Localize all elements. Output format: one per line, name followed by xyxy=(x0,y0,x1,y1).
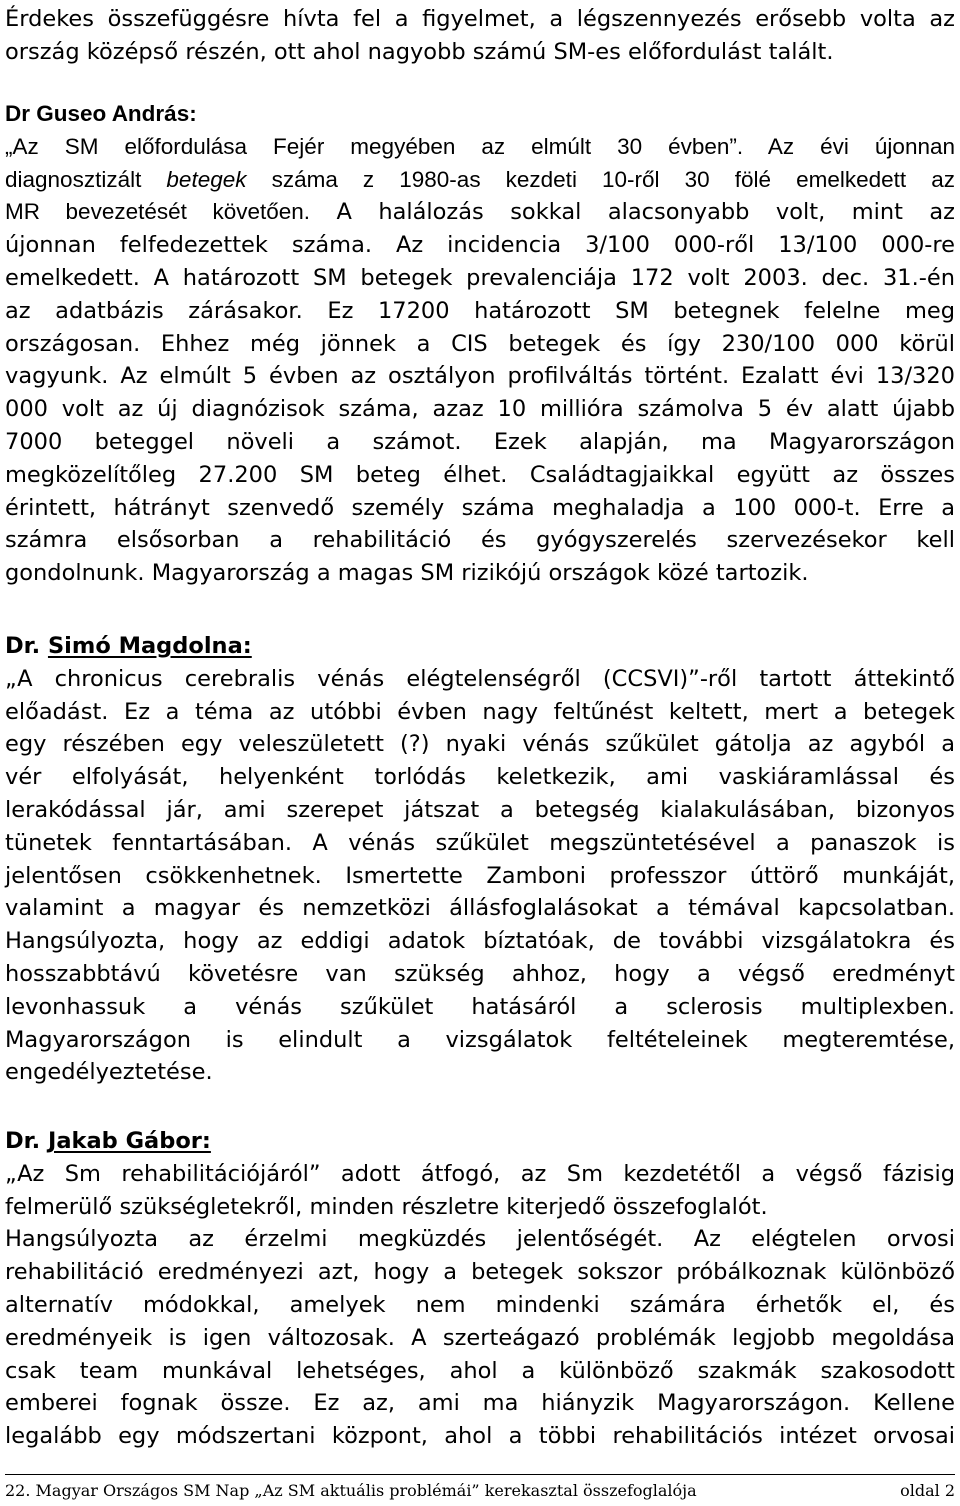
section-guseo xyxy=(5,98,955,590)
page-number: oldal 2 xyxy=(900,1481,955,1500)
text-run: előadást. xyxy=(5,698,109,725)
text-line: emberei fognak össze. Ez az, ami ma hiányzik Magyarországon. Kellene xyxy=(5,1390,955,1417)
talk-title-line: „Az SM előfordulása Fejér megyében az elmúlt 30 évben”. Az évi újonnan xyxy=(5,133,955,159)
speaker-name: Jakab Gábor: xyxy=(47,1128,211,1154)
section-jakab xyxy=(5,1125,955,1453)
text-run-italic: betegek xyxy=(166,166,247,192)
speaker-title: Dr. xyxy=(5,1128,48,1154)
text-run: Ez a téma az utóbbi évben nagy feltűnést keltett, mert a betegek xyxy=(108,698,955,725)
speaker-name: Dr Guseo András: xyxy=(5,101,197,126)
text-line: ország középső részén, ott ahol nagyobb számú SM-es előfordulást talált. xyxy=(5,38,834,65)
talk-title-line: „A chronicus cerebralis vénás elégtelenségről (CCSVI)”-ről tartott áttekintő xyxy=(5,665,955,692)
text-line: gondolnunk. Magyarország a magas SM rizikójú országok közé tartozik. xyxy=(5,560,809,587)
text-line: csak team munkával lehetséges, ahol a különböző szakmák szakosodott xyxy=(5,1357,955,1384)
text-line: országosan. Ehhez még jönnek a CIS betegek és így 230/100 000 körül xyxy=(5,330,955,357)
text-line: rehabilitáció eredményezi azt, hogy a betegek sokszor próbálkoznak különböző xyxy=(5,1259,955,1286)
text-line xyxy=(5,696,955,729)
speaker-name: Simó Magdolna: xyxy=(47,633,252,659)
section-heading xyxy=(5,98,955,131)
text-line: megközelítőleg 27.200 SM beteg élhet. Családtagjaikkal együtt az összes xyxy=(5,461,955,488)
text-run: diagnosztizált xyxy=(5,166,167,192)
text-line: engedélyeztetése. xyxy=(5,1059,213,1086)
text-line: számra elsősorban a rehabilitáció és gyógyszerelés szervezésekor kell xyxy=(5,527,955,554)
text-line: lerakódással jár, ami szerepet játszat a betegség kialakulásában, bizonyos xyxy=(5,796,955,823)
section-simo xyxy=(5,630,955,1089)
text-line: vér elfolyását, helyenként torlódás keletkezik, ami vaskiáramlással és xyxy=(5,764,955,791)
text-line: 7000 beteggel növeli a számot. Ezek alapján, ma Magyarországon xyxy=(5,428,955,455)
text-run: A halálozás sokkal alacsonyabb volt, mint az xyxy=(310,199,955,226)
text-line: egy részében egy veleszületett (?) nyaki vénás szűkület gátolja az agyból a xyxy=(5,731,955,758)
text-line: újonnan felfedezettek száma. Az incidencia 3/100 000-ről 13/100 000-re xyxy=(5,232,955,259)
text-line: Érdekes összefüggésre hívta fel a figyelmet, a légszennyezés erősebb volta az xyxy=(5,6,955,32)
talk-title-line: „Az Sm rehabilitációjáról” adott átfogó, az Sm kezdetétől a végső fázisig xyxy=(5,1160,955,1187)
text-line xyxy=(5,196,955,229)
text-line: tünetek fenntartásában. A vénás szűkület megszüntetésével a panaszok is xyxy=(5,829,955,856)
speaker-title: Dr. xyxy=(5,633,48,659)
section-heading xyxy=(5,1125,955,1158)
text-line xyxy=(5,164,955,197)
text-line: hosszabbtávú követésre van szükség ahhoz, hogy a végső eredményt xyxy=(5,960,955,987)
text-line: emelkedett. A határozott SM betegek prevalenciája 172 volt 2003. dec. 31.-én xyxy=(5,264,955,291)
intro-paragraph xyxy=(5,3,955,69)
text-run: MR bevezetését követően. xyxy=(5,199,311,225)
footer-divider xyxy=(5,1474,955,1475)
text-line: az adatbázis zárásakor. Ez 17200 határozott SM betegnek felelne meg xyxy=(5,297,955,324)
text-run: száma z 1980-as kezdeti 10-ről 30 fölé emelkedett az xyxy=(246,166,955,192)
text-line: legalább egy módszertani központ, ahol a többi rehabilitációs intézet orvosai xyxy=(5,1423,955,1450)
text-line: felmerülő szükségletekről, minden részletre kiterjedő összefoglalót. xyxy=(5,1193,768,1220)
section-heading xyxy=(5,630,955,663)
text-line: levonhassuk a vénás szűkület hatásáról a sclerosis multiplexben. xyxy=(5,993,955,1020)
text-line: vagyunk. Az elmúlt 5 évben az osztályon profilváltás történt. Ezalatt évi 13/320 xyxy=(5,363,955,390)
text-line: Hangsúlyozta, hogy az eddigi adatok bíztatóak, de további vizsgálatokra és xyxy=(5,928,955,955)
text-line: valamint a magyar és nemzetközi állásfoglalásokat a témával kapcsolatban. xyxy=(5,895,955,922)
text-line: Hangsúlyozta az érzelmi megküzdés jelentőségét. Az elégtelen orvosi xyxy=(5,1226,955,1253)
text-line: eredményeik is igen változosak. A szerteágazó problémák legjobb megoldása xyxy=(5,1324,955,1351)
text-line: alternatív módokkal, amelyek nem mindenki számára érhetők el, és xyxy=(5,1291,955,1318)
footer-title: 22. Magyar Országos SM Nap „Az SM aktuális problémái” kerekasztal összefoglalója xyxy=(5,1481,697,1500)
text-line: Magyarországon is elindult a vizsgálatok feltételeinek megteremtése, xyxy=(5,1026,955,1053)
text-line: érintett, hátrányt szenvedő személy száma meghaladja a 100 000-t. Erre a xyxy=(5,494,955,521)
text-line: jelentősen csökkenhetnek. Ismertette Zamboni professzor úttörő munkáját, xyxy=(5,862,955,889)
text-line: 000 volt az új diagnózisok száma, azaz 10 millióra számolva 5 év alatt újabb xyxy=(5,396,955,423)
